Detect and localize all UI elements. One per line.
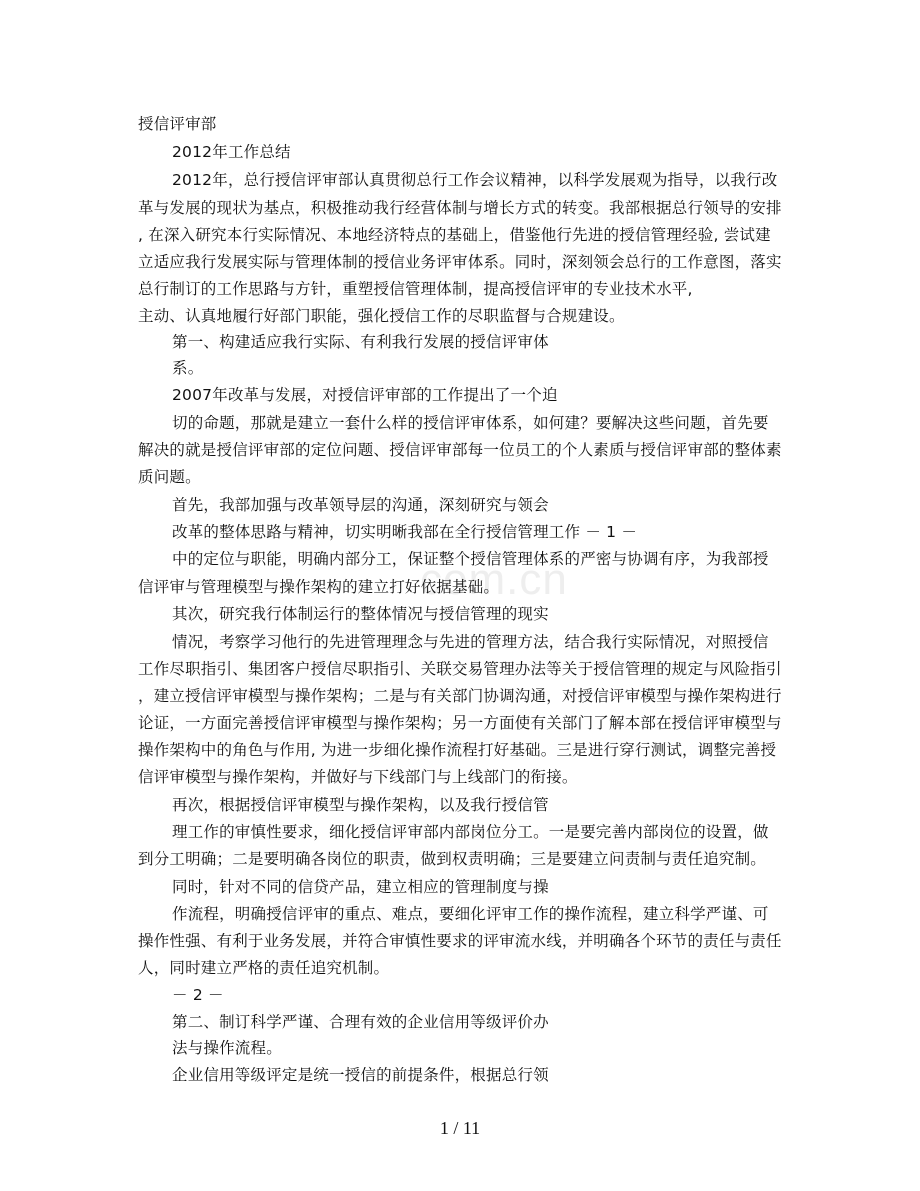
section-heading: 系。 <box>172 359 204 377</box>
doc-subtitle: 2012年工作总结 <box>172 143 291 161</box>
text-line: 同时，针对不同的信贷产品，建立相应的管理制度与操 <box>172 878 549 896</box>
text-line: 切的命题，那就是建立一套什么样的授信评审体系，如何建？要解决这些问题，首先要 <box>172 414 769 432</box>
text-line: 解决的就是授信评审部的定位问题、授信评审部每一位员工的个人素质与授信评审部的整体素 <box>138 441 782 459</box>
text-line: 改革的整体思路与精神，切实明晰我部在全行授信管理工作 － 1 － <box>172 523 638 541</box>
text-line: , 在深入研究本行实际情况、本地经济特点的基础上，借鉴他行先进的授信管理经验, 尝试建 <box>138 226 771 244</box>
text-line: 2012年，总行授信评审部认真贯彻总行工作会议精神，以科学发展观为指导，以我行改 <box>172 171 778 189</box>
doc-title: 授信评审部 <box>138 115 217 133</box>
section-heading: 第一、构建适应我行实际、有利我行发展的授信评审体 <box>172 333 549 351</box>
section-heading: 法与操作流程。 <box>172 1039 282 1057</box>
text-line: 操作性强、有利于业务发展，并符合审慎性要求的评审流水线，并明确各个环节的责任与责任 <box>138 932 782 950</box>
text-line: 到分工明确；二是要明确各岗位的职责，做到权责明确；三是要建立问责制与责任追究制。 <box>138 850 767 868</box>
text-line: 信评审模型与操作架构，并做好与下线部门与上线部门的衔接。 <box>138 768 578 786</box>
text-line: 立适应我行发展实际与管理体制的授信业务评审体系。同时，深刻领会总行的工作意图，落实 <box>138 253 782 271</box>
text-line: 操作架构中的角色与作用, 为进一步细化操作流程打好基础。三是进行穿行测试，调整完善授 <box>138 741 777 759</box>
text-line: 工作尽职指引、集团客户授信尽职指引、关联交易管理办法等关于授信管理的规定与风险指引 <box>138 660 782 678</box>
watermark: com.cn <box>420 555 568 604</box>
text-line: 作流程，明确授信评审的重点、难点，要细化评审工作的操作流程，建立科学严谨、可 <box>172 905 769 923</box>
text-line: 论证，一方面完善授信评审模型与操作架构；另一方面使有关部门了解本部在授信评审模型与 <box>138 714 782 732</box>
text-line: 革与发展的现状为基点，积极推动我行经营体制与增长方式的转变。我部根据总行领导的安排 <box>138 199 782 217</box>
text-line: 质问题。 <box>138 468 201 486</box>
inline-page-marker: － 2 － <box>172 986 224 1004</box>
text-line: ，建立授信评审模型与操作架构；二是与有关部门协调沟通，对授信评审模型与操作架构进行 <box>138 687 782 705</box>
text-line: 首先，我部加强与改革领导层的沟通，深刻研究与领会 <box>172 496 549 514</box>
text-line: 情况，考察学习他行的先进管理理念与先进的管理方法，结合我行实际情况，对照授信 <box>172 633 769 651</box>
text-line: 其次，研究我行体制运行的整体情况与授信管理的现实 <box>172 605 549 623</box>
text-line: 主动、认真地履行好部门职能，强化授信工作的尽职监督与合规建设。 <box>138 307 625 325</box>
text-line: 企业信用等级评定是统一授信的前提条件，根据总行领 <box>172 1066 549 1084</box>
section-heading: 第二、制订科学严谨、合理有效的企业信用等级评价办 <box>172 1013 549 1031</box>
text-line: 人，同时建立严格的责任追究机制。 <box>138 959 390 977</box>
text-line: 信评审与管理模型与操作架构的建立打好依据基础。 <box>138 578 500 596</box>
text-line: 总行制订的工作思路与方针，重塑授信管理体制，提高授信评审的专业技术水平, <box>138 280 693 298</box>
text-line: 再次，根据授信评审模型与操作架构，以及我行授信管 <box>172 796 549 814</box>
page-number: 1 / 11 <box>439 1118 481 1138</box>
text-line: 中的定位与职能，明确内部分工，保证整个授信管理体系的严密与协调有序，为我部授 <box>172 550 769 568</box>
text-line: 理工作的审慎性要求，细化授信评审部内部岗位分工。一是要完善内部岗位的设置，做 <box>172 823 769 841</box>
text-line: 2007年改革与发展，对授信评审部的工作提出了一个迫 <box>172 386 558 404</box>
